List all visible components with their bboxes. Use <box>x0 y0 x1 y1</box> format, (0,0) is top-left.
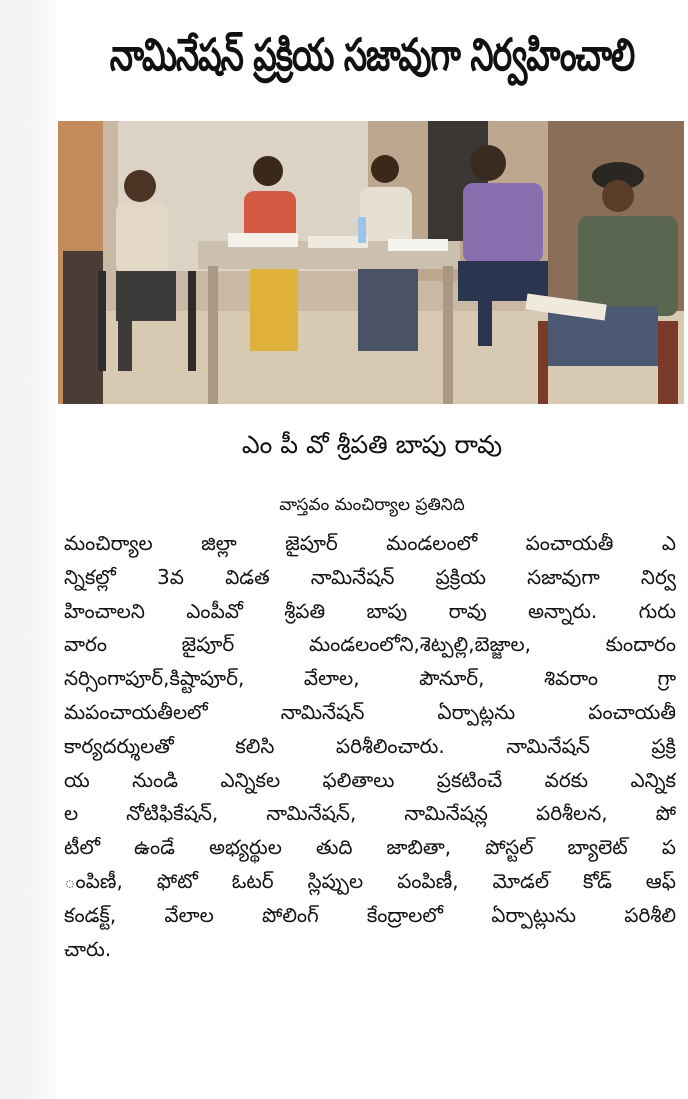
body-line: ల నోటిఫికేషన్, నామినేషన్, నామినేషన్ల పరిశీలన, పో <box>64 801 676 826</box>
body-line: మంచిర్యాల జిల్లా జైపూర్ మండలంలో పంచాయతీ ఎ <box>64 531 676 555</box>
subheadline: ఎం పీ వో శ్రీపతి బాపు రావు <box>241 430 503 459</box>
news-photo <box>58 121 684 404</box>
body-line: ంపిణీ, ఫోటో ఓటర్ స్లిప్పుల పంపిణీ, మోడల్ కోడ్ ఆఫ్ <box>64 868 676 893</box>
body-line: చారు. <box>64 936 112 961</box>
body-line: మపంచాయతీలలో నామినేషన్ ఏర్పాట్లను పంచాయతీ <box>64 699 676 724</box>
news-photo-illustration <box>58 121 684 404</box>
body-line: హించాలని ఎంపీవో శ్రీపతి బాపు రావు అన్నారు. గురు <box>64 598 676 623</box>
body-line: టీలో ఉండే అభ్యర్థుల తుది జాబితా, పోస్టల్ బ్యాలెట్ ప <box>64 835 676 860</box>
page-margin-shadow <box>0 0 56 1099</box>
body-line: కండక్ట్, వేలాల పోలింగ్ కేంద్రాలలో ఏర్పాట్లును పరిశీలి <box>64 902 676 927</box>
article-body <box>64 527 676 966</box>
body-line: కార్యదర్శులతో కలిసి పరిశీలించారు. నామినేషన్ ప్రక్రి <box>64 733 676 758</box>
body-line: వారం జైపూర్ మండలంలోని,శెట్పల్లి,బెజ్జాల, కుందారం <box>64 632 676 657</box>
body-line: న్నికల్లో 3వ విడత నామినేషన్ ప్రక్రియ సజావుగా నిర్వ <box>64 564 676 589</box>
headline: నామినేషన్ ప్రక్రియ సజావుగా నిర్వహించాలి <box>109 27 635 80</box>
body-line: నర్సింగాపూర్,కిష్టాపూర్, వేలాల, పౌనూర్, శివరాం గ్రా <box>64 666 676 691</box>
byline: వాస్తవం మంచిర్యాల ప్రతినిది <box>279 495 465 515</box>
body-line: య నుండి ఎన్నికల ఫలితాలు ప్రకటించే వరకు ఎన్నిక <box>64 767 676 792</box>
